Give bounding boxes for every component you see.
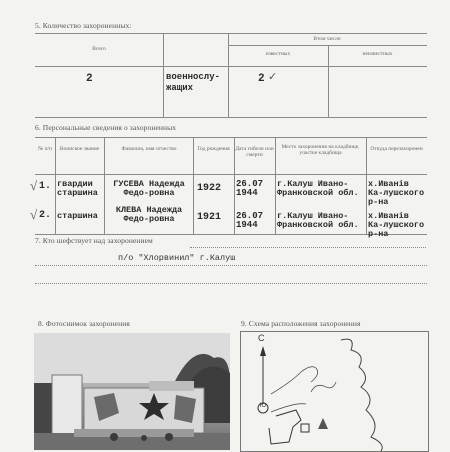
south-label: Ю — [259, 403, 267, 409]
header-burial-place: Место захоронения на кладбище, участке кладбища — [281, 144, 360, 156]
row1-from: х.Иванів Ка-лушского р-на — [368, 180, 425, 207]
col-known-header: известных — [265, 51, 291, 57]
memorial-photo — [34, 333, 230, 450]
total-value: 2 — [86, 73, 93, 85]
row2-name: КЛЕВА Надежда Федо-ровна — [115, 206, 183, 223]
row2-year: 1921 — [197, 212, 222, 223]
row2-rank: старшина — [57, 212, 98, 221]
section7-underline — [190, 247, 426, 248]
header-death-date: Дата гибели или смерти — [235, 146, 274, 158]
header-rank: Воинское звание — [59, 146, 100, 152]
row1-year: 1922 — [197, 183, 222, 194]
site-scheme-drawing — [241, 332, 428, 451]
table6-divider — [275, 137, 276, 234]
col-total-header: Всего — [92, 46, 106, 52]
table6-header-rule — [35, 174, 427, 175]
row1-place: г.Калуш Ивано-Франковской обл. — [277, 180, 359, 198]
known-value: 2 — [258, 73, 265, 85]
section6-title: 6. Персональные сведения о захороненных — [35, 123, 177, 132]
table5-header-rule — [35, 66, 427, 67]
section5-title: 5. Количество захороненных: — [35, 21, 132, 30]
table6-divider — [55, 137, 56, 234]
table6-top-rule — [35, 137, 427, 138]
section9-title: 9. Схема расположения захоронения — [241, 319, 361, 328]
table6-divider — [104, 137, 105, 234]
memorial-photo-drawing — [34, 333, 230, 450]
row2-date: 26.07 1944 — [236, 212, 264, 230]
row1-name: ГУСЕВА Надежда Федо-ровна — [113, 180, 185, 197]
section7-line — [35, 283, 427, 284]
table5-divider — [163, 33, 164, 117]
table5-top-rule — [35, 33, 427, 34]
patron-value: п/о "Хлорвинил" г.Калуш — [118, 253, 236, 263]
table5-bottom-rule — [35, 117, 427, 118]
category-value: военнослу-жащих — [166, 72, 221, 93]
table6-divider — [193, 137, 194, 234]
header-birth-year: Год рождения — [197, 146, 230, 152]
check-mark: ✓ — [268, 71, 278, 83]
row1-number: 1. — [39, 181, 52, 192]
header-name: Фамилия, имя отчество — [121, 146, 177, 152]
table5-sub-rule — [228, 45, 427, 46]
row2-mark: √ — [30, 207, 38, 222]
row2-number: 2. — [39, 210, 52, 221]
col-including-header: Втом числе: — [313, 36, 342, 42]
row1-rank: гвардии старшина — [57, 180, 98, 198]
section7-line — [35, 265, 427, 266]
col-unknown-header: неизвестных — [362, 51, 393, 57]
row1-date: 26.07 1944 — [236, 180, 264, 198]
north-label: С — [258, 333, 265, 343]
site-scheme — [240, 331, 429, 452]
row2-place: г.Калуш Ивано-Франковской обл. — [277, 212, 359, 230]
section8-title: 8. Фотоснимок захоронения — [38, 319, 130, 328]
header-number: № п/п — [37, 146, 53, 152]
section7-title: 7. Кто шефствует над захоронением — [35, 236, 153, 245]
header-reburied-from: Откуда перезахоронен — [370, 146, 423, 152]
row2-from: х.Иванів Ка-лушского р-на — [368, 212, 425, 239]
row1-mark: √ — [30, 178, 38, 193]
